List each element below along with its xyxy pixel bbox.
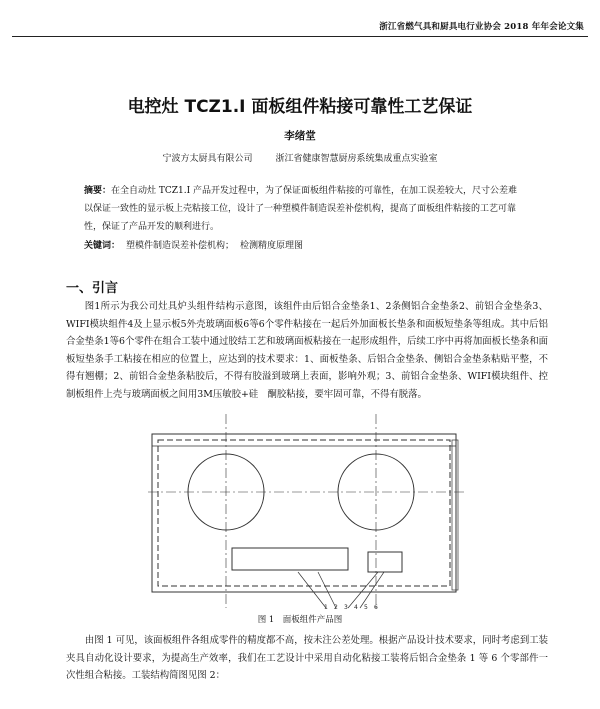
author-name: 李绪堂: [284, 130, 316, 142]
body-paragraph-1: 图1所示为我公司灶具炉头组件结构示意图，该组件由后铝合金垫条1、2条侧铝合金垫条2、前铝合金垫条3、WIFI模块组件4及上显示板5外壳玻璃面板6等6个零件粘接在一起后外加面板长垫条和面板短垫条等组成。其中后铝合金垫条1等6个零件在组合工装中通过胶结工艺和玻璃面板粘接在一起形成组件，后续工序中再将加面板长垫条和面板短垫条手工粘接在相应的位置上，应达到的技术要求：1、面板垫条、后铝合金垫条、侧铝合金垫条粘贴平整，不得有翘棚；2、前铝合金垫条粘胶后，不得有胶溢到玻璃上表面，影响外观；3、前铝合金垫条、WIFI模块组件、控制板组件上壳与玻璃面板之间用3M压敏胶+硅 酮胶粘接，要牢固可靠，不得有脱落。: [66, 301, 548, 400]
keywords: [84, 238, 519, 251]
keyword-2: 检测精度原理图: [240, 241, 304, 251]
wifi-module: [368, 552, 402, 572]
panel-assembly-drawing: [148, 412, 468, 610]
part-label-2: 2: [334, 604, 338, 610]
leader-line-1: [298, 572, 326, 608]
affiliation-lab: 浙江省健康智慧厨房系统集成重点实验室: [275, 154, 438, 164]
part-label-5: 5: [364, 604, 368, 610]
abstract-label: 摘要：: [84, 186, 112, 196]
paper-title: 电控灶 TCZ1.I 面板组件粘接可靠性工艺保证: [127, 97, 473, 117]
leader-line-4: [360, 572, 384, 608]
part-label-1: 1: [324, 604, 328, 610]
keywords-label: 关键词：: [84, 241, 121, 251]
keyword-1: 塑模件制造误差补偿机构；: [126, 241, 235, 251]
right-edge-strip: [452, 440, 458, 590]
affiliation-company: 宁波方太厨具有限公司: [162, 154, 253, 164]
display-window: [232, 548, 348, 570]
running-head: 浙江省燃气具和厨具电行业协会 2018 年年会论文集: [379, 22, 584, 32]
leader-line-3: [348, 572, 378, 608]
abstract-text: 在全自动灶 TCZ1.I 产品开发过程中，为了保证面板组件粘接的可靠性，在加工误差较大，尺寸公差难以保证一致性的显示板上壳粘接工位，设计了一种塑模件制造误差补偿机构，提高了面板组件粘接的工艺可靠性，保证了产品开发的顺利进行。: [84, 186, 518, 232]
outer-panel-outline: [152, 434, 456, 592]
leader-line-2: [318, 572, 336, 608]
figure-caption: 图 1 面板组件产品图: [257, 615, 343, 625]
part-label-3: 3: [344, 604, 348, 610]
part-label-4: 4: [354, 604, 358, 610]
header-rule: [12, 36, 588, 37]
body-paragraph-2: 由图 1 可见，该面板组件各组成零件的精度都不高，按未注公差处理。根据产品设计技术要求，同时考虑到工装夹具自动化设计要求，为提高生产效率，我们在工艺设计中采用自动化粘接工装将后铝合金垫条 1 等 6 个零部件一次性组合粘接。工装结构简图见图 2：: [66, 635, 548, 681]
section-heading: 一、引言: [66, 281, 119, 296]
abstract: [84, 182, 519, 236]
inner-panel-outline: [158, 440, 450, 586]
affiliation-line: [0, 151, 600, 164]
part-label-6: 6: [374, 604, 378, 610]
